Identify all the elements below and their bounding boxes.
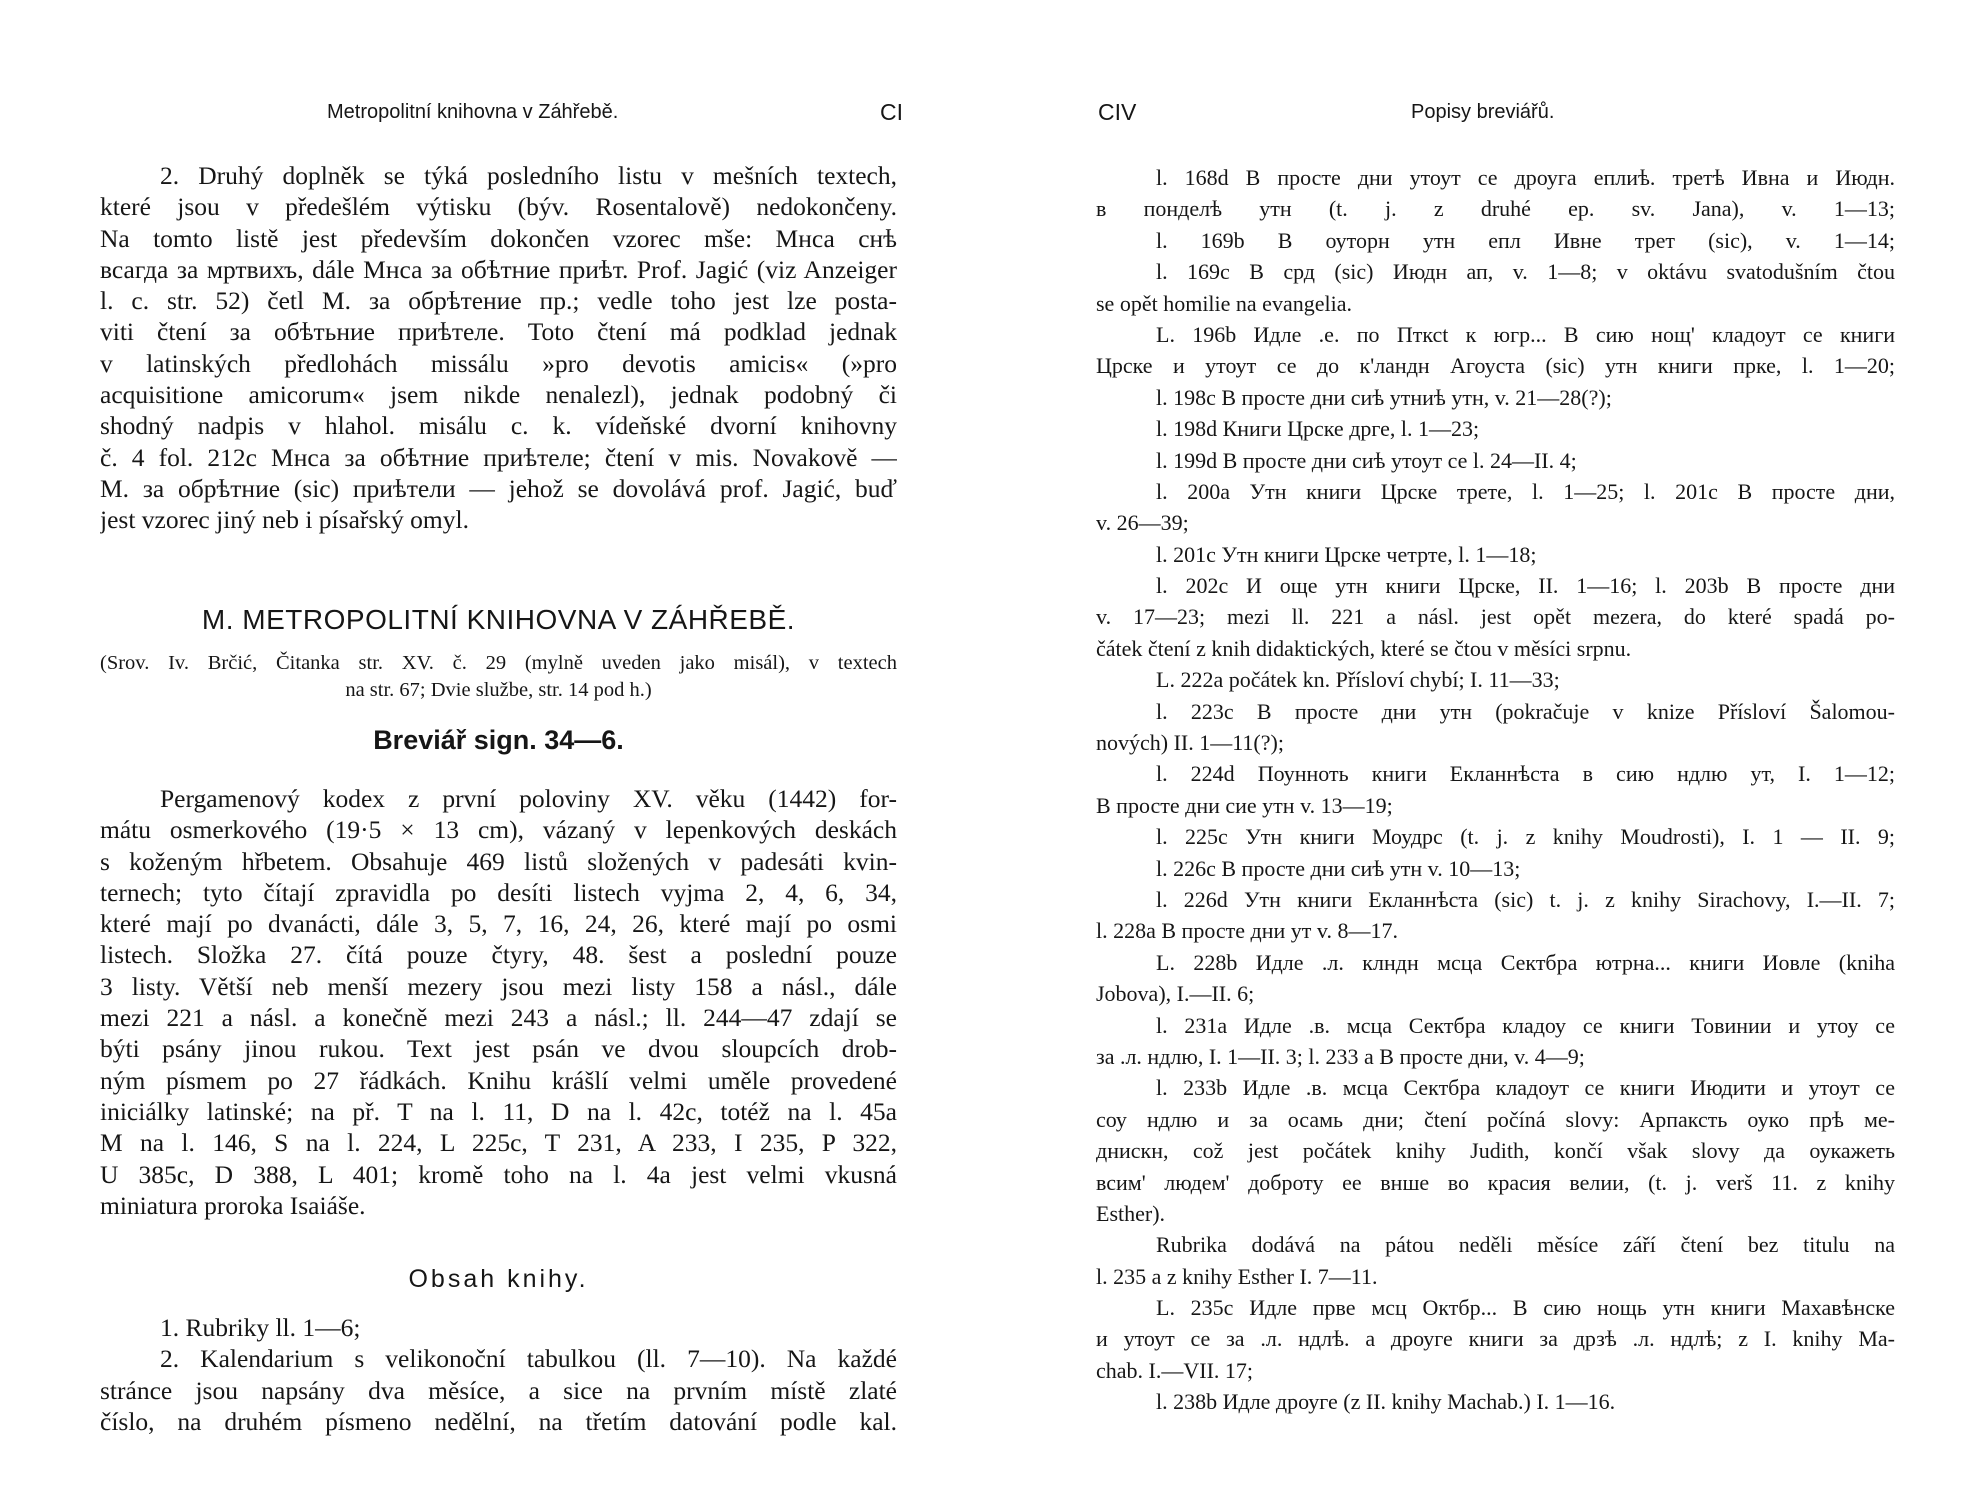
text-line: Esther).	[1096, 1200, 1166, 1226]
text-line: l. 169b В оуторн утн епл Ивне трет (sic), v. 1—14;	[1156, 227, 1895, 253]
text-line: l. 168d В просте дни утоут се дроуга еплиѣ. третѣ Ивна и Июдн.	[1156, 165, 1895, 190]
text-line: U 385c, D 388, L 401; kromě toho na l. 4a jest velmi vkusná	[100, 1159, 897, 1189]
text-line: l. 233b Идле .в. мсца Сектбра кладоут се книги Июдити и утоут се	[1156, 1075, 1895, 1101]
text-line: и утоут се за .л. ндлѣ. а дроуге книги за дрзѣ .л. ндлѣ; z I. knihy Ma-	[1096, 1326, 1895, 1352]
source-note	[100, 650, 897, 704]
text-line: jest vzorec jiný neb i písařský omyl.	[100, 505, 469, 535]
text-line: se opět homilie na evangelia.	[1096, 290, 1352, 316]
contents-heading: Obsah knihy.	[408, 1265, 589, 1293]
text-line: l. 202c И още утн книги Црске, II. 1—16; l. 203b В просте дни	[1156, 573, 1895, 599]
text-line: Pergamenový kodex z první poloviny XV. věku (1442) for-	[160, 784, 897, 813]
text-line: l. 169c В срд (sic) Июдн ап, v. 1—8; v oktávu svatodušním čtou	[1156, 259, 1895, 285]
text-line: miniatura proroka Isaiáše.	[100, 1190, 366, 1220]
text-line: ternech; tyto čítají zpravidla po desíti listech vyjma 2, 4, 6, 34,	[100, 877, 897, 907]
text-line: viti čtení за обѣтьние приѣтеле. Toto čtení má podklad jednak	[100, 317, 897, 347]
right-running-head: Popisy breviářů.	[1411, 101, 1555, 123]
text-line: l. 201c Утн книги Црске четрте, l. 1—18;	[1156, 541, 1537, 567]
text-line: v latinských předlohách missálu »pro devotis amicis« (»pro	[100, 348, 897, 378]
left-running-head: Metropolitní knihovna v Záhřebě.	[327, 101, 619, 123]
right-page-number: CIV	[1098, 99, 1137, 125]
text-line: l. 225c Утн книги Моудрс (t. j. z knihy Moudrosti), I. 1 — II. 9;	[1156, 824, 1895, 850]
note-line: na str. 67; Dvie službe, str. 14 pod h.)	[345, 679, 652, 701]
text-line: číslo, na druhém písmeno nedělní, na třetím datování podle kal.	[100, 1406, 897, 1436]
text-line: s koženým hřbetem. Obsahuje 469 listů složených v padesáti kvin-	[100, 846, 897, 876]
text-line: l. 238b Идле дроуге (z II. knihy Machab.) I. 1—16.	[1156, 1389, 1616, 1415]
text-line: всагда за мртвихъ, dále Мнса за обѣтние приѣт. Prof. Jagić (viz Anzeiger	[100, 254, 897, 284]
text-line: М. за обрѣтние (sic) приѣтели — jehož se dovolává prof. Jagić, buď	[100, 473, 897, 503]
text-line: l. 224d Поунноть книги Екланнѣста в сию ндлю ут, I. 1—12;	[1156, 761, 1895, 787]
text-line: chab. I.—VII. 17;	[1096, 1357, 1254, 1383]
text-line: které mají po dvanácti, dále 3, 5, 7, 16, 24, 26, které mají po osmi	[100, 909, 897, 939]
text-line: в понделѣ утн (t. j. z druhé ep. sv. Jana), v. 1—13;	[1096, 196, 1895, 222]
note-line: (Srov. Iv. Brčić, Čitanka str. XV. č. 29 (mylně uveden jako misál), v textech	[100, 652, 897, 674]
contents-list	[100, 1312, 897, 1437]
text-line: které jsou v předešlém výtisku (býv. Rosentalově) nedokončeny.	[100, 192, 897, 222]
paragraph-codex	[100, 783, 897, 1221]
text-line: l. 226c В просте дни сиѣ утн v. 10—13;	[1156, 855, 1521, 881]
text-line: Rubrika dodává na pátou neděli měsíce září čtení bez titulu na	[1156, 1232, 1895, 1258]
paragraph-supplement	[100, 160, 897, 536]
list-item: 2. Kalendarium s velikonoční tabulkou (ll. 7—10). Na každé	[160, 1344, 897, 1374]
text-line: l. 235 a z knihy Esther I. 7—11.	[1096, 1263, 1378, 1289]
breviary-contents	[1096, 162, 1895, 1418]
text-line: l. 226d Утн книги Екланнѣста (sic) t. j. z knihy Sirachovy, I.—II. 7;	[1156, 886, 1895, 912]
text-line: v. 26—39;	[1096, 510, 1189, 536]
text-line: mezi 221 a násl. a konečně mezi 243 a násl.; ll. 244—47 zdají se	[100, 1003, 897, 1033]
text-line: M na l. 146, S na l. 224, L 225c, T 231, A 233, I 235, P 322,	[100, 1128, 897, 1158]
section-heading: M. METROPOLITNÍ KNIHOVNA V ZÁHŘEBĚ.	[201, 604, 796, 635]
text-line: В просте дни сие утн v. 13—19;	[1096, 792, 1393, 818]
breviary-title: Breviář sign. 34—6.	[373, 725, 624, 755]
text-line: čátek čtení z knih didaktických, které se čtou v měsíci srpnu.	[1096, 635, 1632, 661]
text-line: 3 listy. Větší neb menší mezery jsou mezi listy 158 a násl., dále	[100, 971, 897, 1001]
left-page-number: CI	[880, 99, 903, 125]
text-line: shodný nadpis v hlahol. misálu c. k. vídeňské dvorní knihovny	[100, 411, 897, 441]
text-line: l. 198c В просте дни сиѣ утниѣ утн, v. 21—28(?);	[1156, 384, 1612, 410]
text-line: v. 17—23; mezi ll. 221 a násl. jest opět mezera, do které spadá po-	[1096, 604, 1895, 630]
text-line: ným písmem po 27 řádkách. Knihu krášlí velmi uměle provedené	[100, 1065, 897, 1095]
text-line: Црске и утоут се до к'ландн Агоуста (sic) утн книги прке, l. 1—20;	[1096, 353, 1895, 379]
text-line: Jobova), I.—II. 6;	[1096, 981, 1255, 1007]
text-line: l. 200a Утн книги Црске трете, l. 1—25; l. 201c В просте дни,	[1156, 478, 1895, 504]
text-line: за .л. ндлю, I. 1—II. 3; l. 233 a В просте дни, v. 4—9;	[1096, 1043, 1585, 1069]
text-line: l. c. str. 52) četl М. за обрѣтение пр.; vedle toho jest lze posta-	[100, 286, 897, 316]
text-line: listech. Složka 27. čítá pouze čtyry, 48. šest a poslední pouze	[100, 940, 897, 970]
text-line: L. 235c Идле прве мсц Октбр... В сию нощь утн книги Махавѣнске	[1156, 1295, 1895, 1321]
text-line: соу ндлю и за осамь дни; čtení počíná slovy: Арпаксть оуко прѣ ме-	[1096, 1106, 1895, 1132]
right-page	[991, 0, 1982, 1500]
text-line: iniciálky latinské; na př. T na l. 11, D na l. 42c, totéž na l. 45a	[100, 1096, 897, 1126]
text-line: mátu osmerkového (19·5 × 13 cm), vázaný v lepenkových deskách	[100, 815, 897, 845]
text-line: l. 223c В просте дни утн (pokračuje v knize Přísloví Šalomou-	[1156, 698, 1895, 724]
text-line: býti psány jinou rukou. Text jest psán ve dvou sloupcích drob-	[100, 1034, 897, 1064]
list-item: 1. Rubriky ll. 1—6;	[160, 1313, 361, 1342]
text-line: nových) II. 1—11(?);	[1096, 730, 1284, 756]
text-line: stránce jsou napsány dva měsíce, a sice na prvním místě zlaté	[100, 1375, 897, 1405]
text-line: днискн, což jest počátek knihy Judith, končí však slovy да оукажеть	[1096, 1138, 1895, 1164]
text-line: acquisitione amicorum« jsem nikde nenalezl), jednak podobný či	[100, 380, 897, 410]
text-line: L. 196b Идле .е. по Птксt к югр... В сию нощ' кладоут се книги	[1156, 321, 1895, 347]
text-line: всим' людем' доброту ее внше во красия велии, (t. j. verš 11. z knihy	[1096, 1169, 1895, 1195]
text-line: l. 198d Книги Црске дрге, l. 1—23;	[1156, 416, 1480, 442]
text-line: č. 4 fol. 212c Мнса за обѣтние приѣтеле; čtení v mis. Novakově —	[100, 442, 897, 472]
text-line: Na tomto listě jest především dokončen vzorec mše: Мнса снѣ	[100, 223, 897, 253]
text-line: l. 231a Идле .в. мсца Сектбра кладоу се книги Товинии и утоу се	[1156, 1012, 1895, 1038]
text-line: 2. Druhý doplněk se týká posledního listu v mešních textech,	[160, 161, 897, 190]
text-line: L. 222a počátek kn. Přísloví chybí; I. 11—33;	[1156, 667, 1560, 693]
text-line: l. 228a В просте дни ут v. 8—17.	[1096, 918, 1398, 944]
text-line: l. 199d В просте дни сиѣ утоут се l. 24—II. 4;	[1156, 447, 1577, 473]
text-line: L. 228b Идле .л. клндн мсца Сектбра ютрна... книги Иовле (kniha	[1156, 949, 1895, 975]
